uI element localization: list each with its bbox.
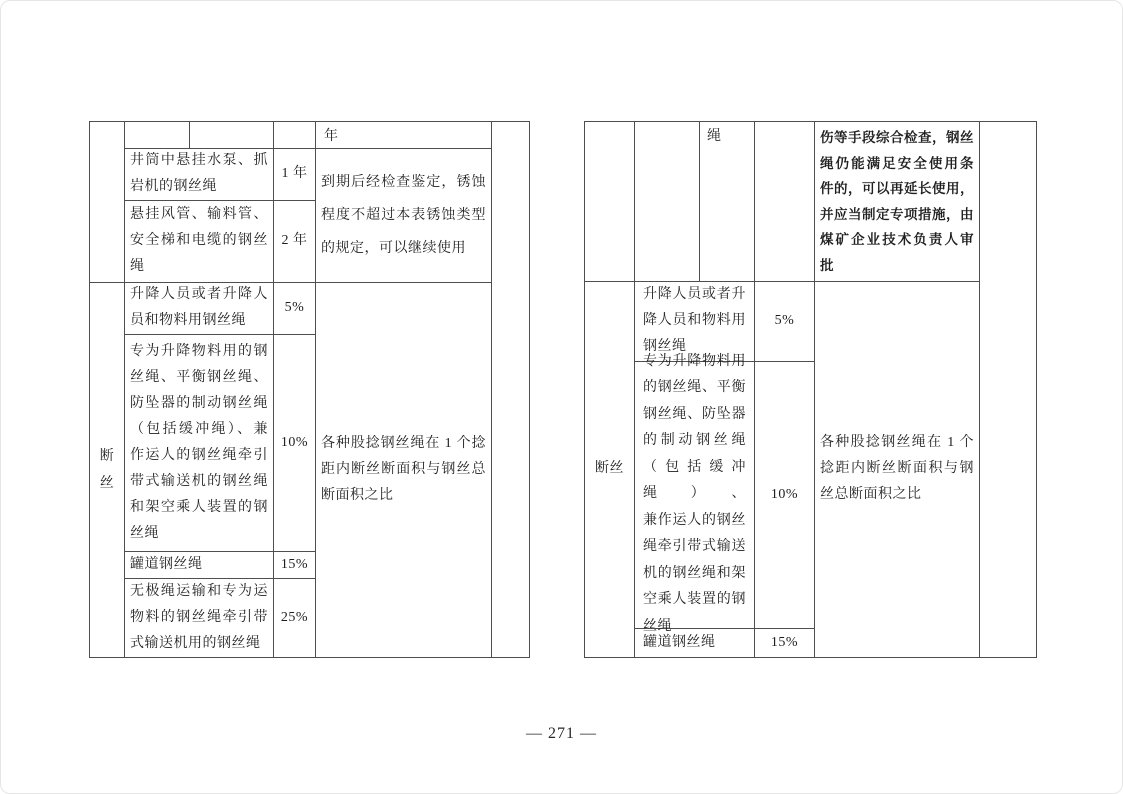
left-value-cell-4: 15% <box>280 556 309 572</box>
right-value-cell-2: 15% <box>770 634 799 650</box>
left-desc-cell-5: 无极绳运输和专为运 物料的钢丝绳牵引带 式输送机用的钢丝绳 <box>130 583 268 651</box>
left-desc-cell-0: 井筒中悬挂水泵、抓 岩机的钢丝绳 <box>130 153 268 194</box>
left-cont-remark-cell: 年 <box>324 129 338 144</box>
right-desc-cell-0: 升降人员或者升 降人员和物料用 钢丝绳 <box>643 287 746 354</box>
left-value-cell-3: 10% <box>280 434 309 450</box>
left-value-cell-1: 2 年 <box>281 233 308 248</box>
right-value-cell-1: 10% <box>770 486 799 502</box>
table-border-line <box>1036 121 1037 658</box>
right-desc-cell-2: 罐道钢丝绳 <box>643 634 716 650</box>
left-value-cell-5: 25% <box>280 609 309 625</box>
right-label-cell <box>584 281 635 657</box>
table-border-line <box>529 121 530 658</box>
table-border-line <box>189 121 190 148</box>
right-label-text: 断丝 <box>595 461 624 476</box>
table-border-line <box>584 657 1036 658</box>
left-desc-cell-1: 悬挂风管、输料管、 安全梯和电缆的钢丝 绳 <box>130 207 268 274</box>
left-value-cell-0: 1 年 <box>281 166 308 181</box>
left-wire-remark-cell: 各种股捻钢丝绳在 1 个捻 距内断丝断面积与钢丝总 断面积之比 <box>321 435 486 503</box>
left-desc-cell-4: 罐道钢丝绳 <box>130 556 203 572</box>
left-label-cell: 断 丝 <box>99 448 115 491</box>
left-value-cell-2: 5% <box>284 300 305 315</box>
right-desc-cell-1: 专为升降物料用 的钢丝绳、平衡 钢丝绳、防坠器 的制动钢丝绳 （包括缓冲绳）、 兼作运人的钢丝 绳牵引带式输送 机的钢丝绳和架 空乘人装置的钢 丝绳 <box>643 353 746 634</box>
right-value-cell-0: 5% <box>774 313 795 328</box>
left-rust-remark-cell: 到期后经检查鉴定，锈蚀 程度不超过本表锈蚀类型 的规定，可以继续使用 <box>321 174 486 256</box>
left-desc-cell-2: 升降人员或者升降人 员和物料用钢丝绳 <box>130 287 268 328</box>
right-cont-desc-cell: 绳 <box>707 129 721 144</box>
table-border-line <box>89 657 529 658</box>
right-wire-remark-cell: 各种股捻钢丝绳在 1 个 捻距内断丝断面积与钢 丝总断面积之比 <box>820 435 974 502</box>
page-number: — 271 — <box>526 725 597 742</box>
right-cont-remark-cell: 伤等手段综合检查，钢丝 绳仍能满足安全使用条 件的，可以再延长使用， 并应当制定专项措施，由 煤矿企业技术负责人审 批 <box>820 130 974 273</box>
left-desc-cell-3: 专为升降物料用的钢 丝绳、平衡钢丝绳、 防坠器的制动钢丝绳 （包括缓冲绳）、兼 作运人的钢丝绳牵引 带式输送机的钢丝绳 和架空乘人装置的钢 丝绳 <box>130 343 268 541</box>
